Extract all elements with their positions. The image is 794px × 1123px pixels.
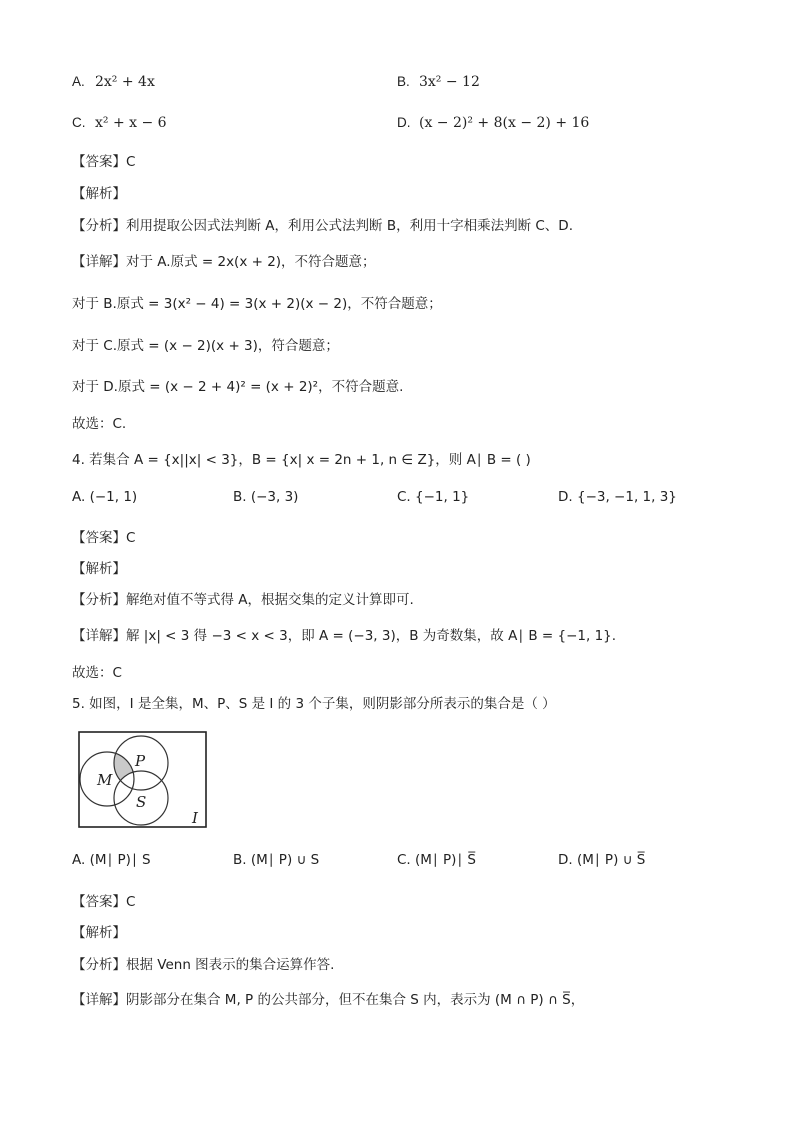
q5-fenxi: 【分析】根据 Venn 图表示的集合运算作答.	[72, 957, 335, 973]
q3-option-a-letter: A.	[72, 74, 85, 89]
q5-detail: 【详解】阴影部分在集合 M, P 的公共部分，但不在集合 S 内，表示为 (M ∩ P) ∩ S̅，	[72, 992, 585, 1008]
q3-option-d-expr: (x − 2)² + 8(x − 2) + 16	[419, 115, 590, 131]
venn-diagram	[78, 731, 208, 829]
q3-detail-b: 对于 B.原式 = 3(x² − 4) = 3(x + 2)(x − 2)，不符合题意；	[72, 296, 442, 312]
q4-option-d: D. {−3, −1, 1, 3}	[558, 489, 677, 505]
q4-detail: 【详解】解 |x| < 3 得 −3 < x < 3，即 A = (−3, 3)，B 为奇数集，故 A∣ B = {−1, 1}.	[72, 628, 617, 644]
q5-option-b: B. (M∣ P) ∪ S	[233, 852, 320, 868]
q4-answer: 【答案】C	[72, 530, 136, 546]
q5-analysis-title: 【解析】	[72, 925, 126, 941]
q4-stem: 4. 若集合 A = {x||x| < 3}，B = {x| x = 2n + 1, n ∈ Z}，则 A∣ B = ( )	[72, 452, 531, 468]
q3-option-c-expr: x² + x − 6	[95, 115, 167, 131]
q3-choose: 故选：C.	[72, 416, 127, 432]
q3-fenxi: 【分析】利用提取公因式法判断 A，利用公式法判断 B，利用十字相乘法判断 C、D.	[72, 218, 573, 234]
q3-detail-a: 【详解】对于 A.原式 = 2x(x + 2)，不符合题意；	[72, 254, 376, 270]
q4-option-b: B. (−3, 3)	[233, 489, 299, 505]
q5-option-d: D. (M∣ P) ∪ S̅	[558, 852, 646, 868]
q3-option-b-expr: 3x² − 12	[419, 74, 480, 90]
q3-option-c-letter: C.	[72, 115, 86, 130]
label-m: M	[97, 771, 113, 789]
q4-option-a: A. (−1, 1)	[72, 489, 138, 505]
q5-stem: 5. 如图，I 是全集，M、P、S 是 I 的 3 个子集，则阴影部分所表示的集合是（ ）	[72, 696, 556, 712]
q5-option-a: A. (M∣ P)∣ S	[72, 852, 151, 868]
q5-answer: 【答案】C	[72, 894, 136, 910]
q3-detail-d: 对于 D.原式 = (x − 2 + 4)² = (x + 2)²，不符合题意.	[72, 379, 404, 395]
q4-fenxi: 【分析】解绝对值不等式得 A，根据交集的定义计算即可.	[72, 592, 414, 608]
label-p: P	[135, 752, 146, 770]
q5-option-c: C. (M∣ P)∣ S̅	[397, 852, 476, 868]
label-s: S	[136, 793, 147, 811]
q3-option-a-expr: 2x² + 4x	[95, 74, 155, 90]
q4-analysis-title: 【解析】	[72, 561, 126, 577]
q4-option-c: C. {−1, 1}	[397, 489, 470, 505]
q3-answer: 【答案】C	[72, 154, 136, 170]
q3-detail-c: 对于 C.原式 = (x − 2)(x + 3)，符合题意；	[72, 338, 339, 354]
q3-analysis-title: 【解析】	[72, 186, 126, 202]
q3-option-b-letter: B.	[397, 74, 410, 89]
q4-choose: 故选：C	[72, 665, 122, 681]
q3-option-d-letter: D.	[397, 115, 411, 130]
label-i: I	[192, 809, 198, 827]
